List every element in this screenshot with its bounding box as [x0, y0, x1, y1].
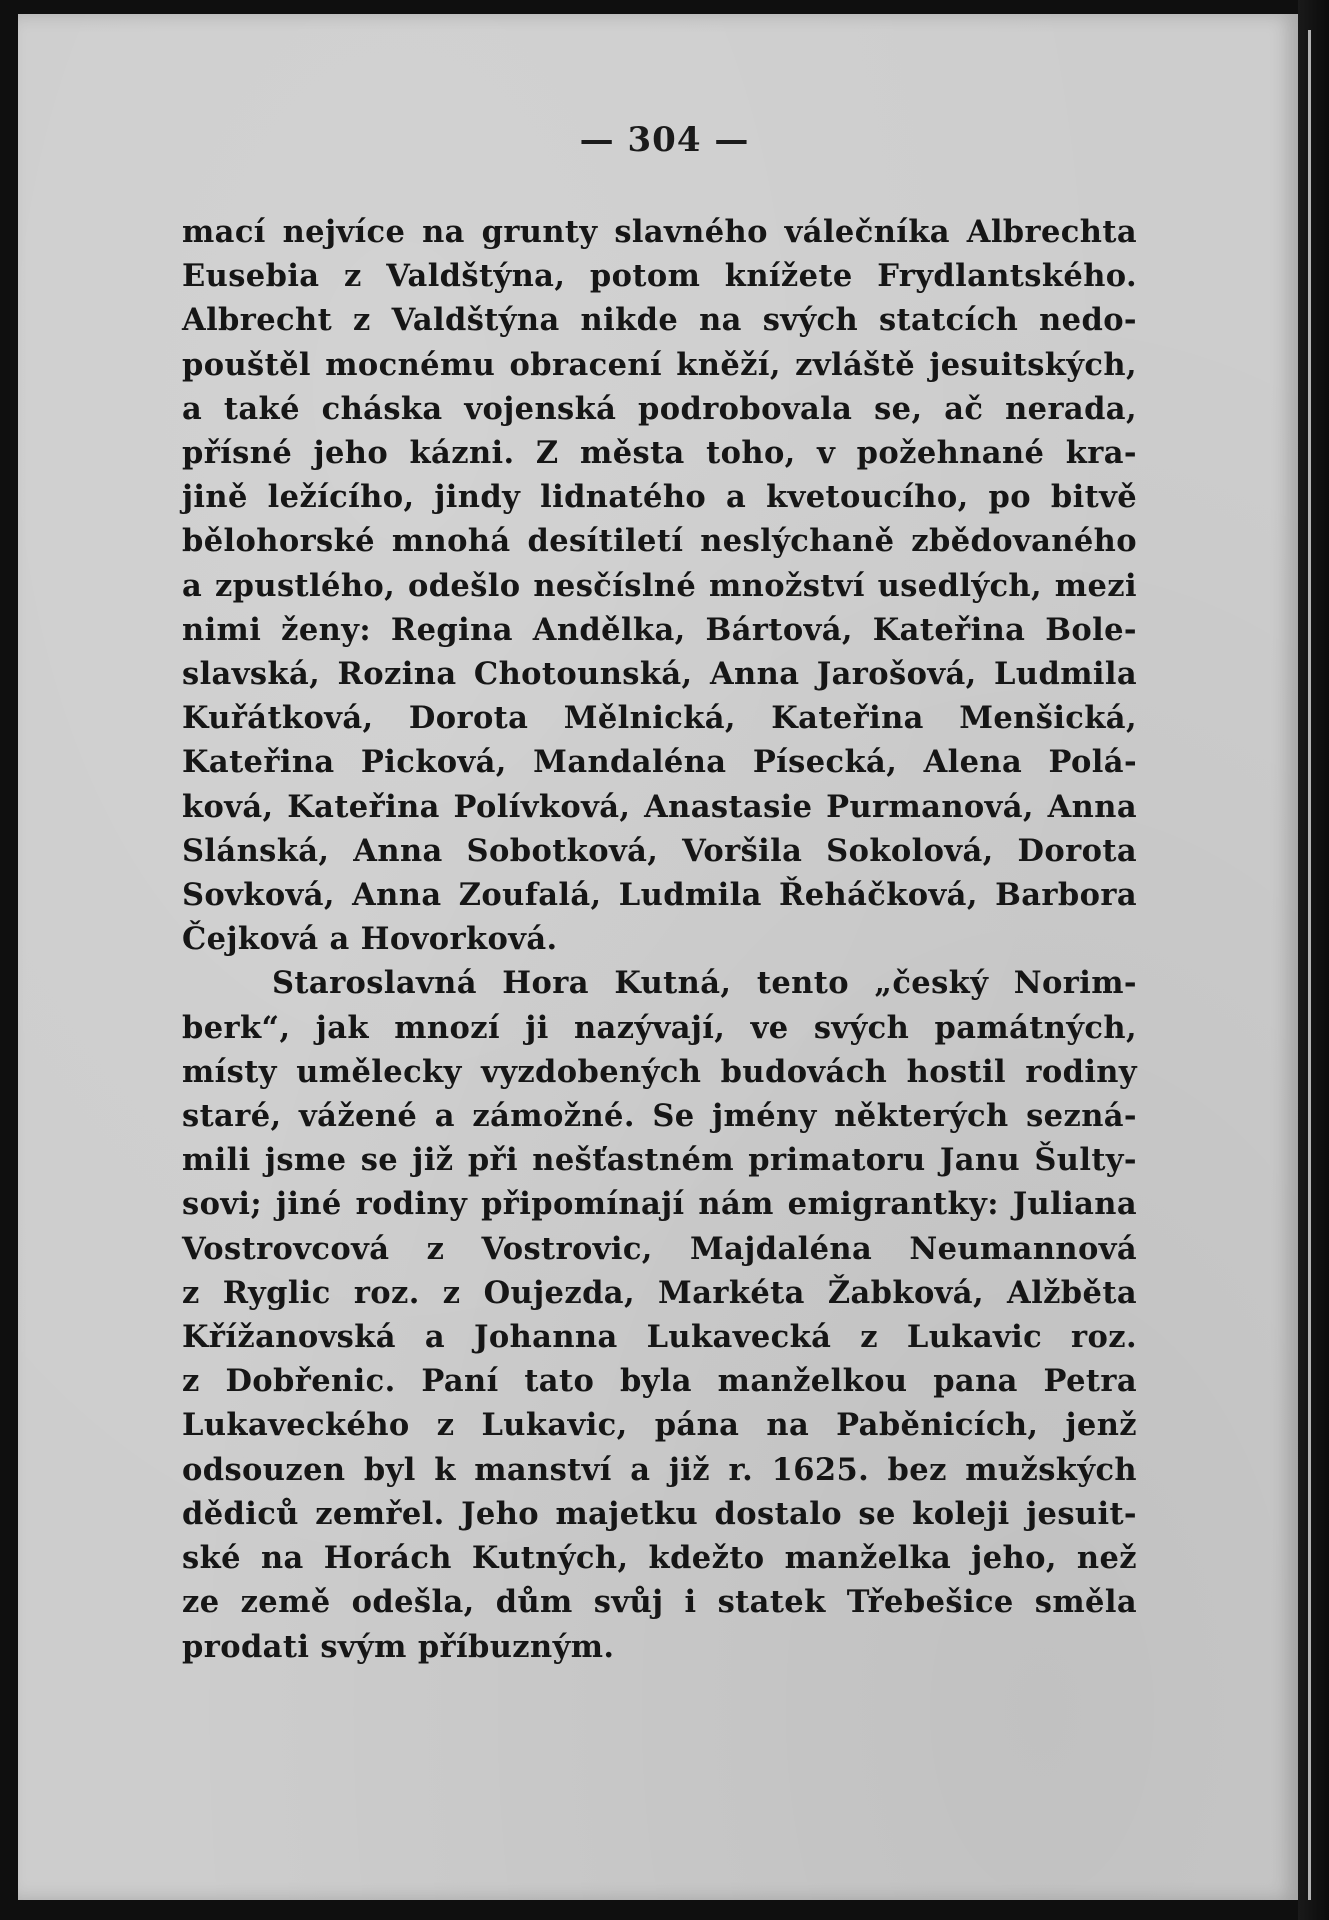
page-edge-line	[1308, 30, 1311, 1900]
body-text	[182, 210, 1137, 1669]
text-line: pouštěl mocnému obracení kněží, zvláště jesuitských,	[182, 346, 1137, 383]
text-line: Kuřátková, Dorota Mělnická, Kateřina Menšická,	[182, 700, 1137, 737]
text-line: Eusebia z Valdštýna, potom knížete Frydlantského.	[182, 258, 1137, 295]
text-line: mili jsme se již při nešťastném primatoru Janu Šulty-	[182, 1142, 1137, 1179]
text-line: slavská, Rozina Chotounská, Anna Jarošová, Ludmila	[182, 656, 1137, 693]
text-line: Vostrovcová z Vostrovic, Majdaléna Neumannová	[182, 1230, 1137, 1267]
text-line: dědiců zemřel. Jeho majetku dostalo se koleji jesuit-	[182, 1495, 1137, 1532]
text-line: ské na Horách Kutných, kdežto manželka jeho, než	[182, 1540, 1137, 1577]
text-line: a zpustlého, odešlo nesčíslné množství usedlých, mezi	[182, 567, 1137, 604]
text-line: Albrecht z Valdštýna nikde na svých statcích nedo-	[182, 302, 1137, 339]
text-line: Křížanovská a Johanna Lukavecká z Lukavic roz.	[182, 1319, 1137, 1356]
text-line: a také cháska vojenská podrobovala se, ač nerada,	[182, 390, 1137, 427]
text-line: Kateřina Picková, Mandaléna Písecká, Alena Polá-	[182, 744, 1137, 781]
text-line: prodati svým příbuzným.	[182, 1628, 615, 1665]
text-line: mací nejvíce na grunty slavného válečníka Albrechta	[182, 214, 1137, 250]
text-line: Staroslavná Hora Kutná, tento „český Norim-	[272, 965, 1137, 1002]
text-line: Lukaveckého z Lukavic, pána na Paběnicích, jenž	[182, 1407, 1137, 1444]
text-line: staré, vážené a zámožné. Se jmény některých sezná-	[182, 1098, 1137, 1135]
text-line: nimi ženy: Regina Andělka, Bártová, Kateřina Bole-	[182, 611, 1137, 648]
text-line: berk“, jak mnozí ji nazývají, ve svých památných,	[182, 1009, 1137, 1046]
paragraph-2	[182, 961, 1137, 1668]
text-line: z Dobřenic. Paní tato byla manželkou pana Petra	[182, 1363, 1137, 1400]
page-edge	[1298, 0, 1329, 1920]
text-line: ková, Kateřina Polívková, Anastasie Purmanová, Anna	[182, 788, 1137, 825]
text-line: Slánská, Anna Sobotková, Voršila Sokolová, Dorota	[182, 832, 1137, 869]
text-line: Čejková a Hovorková.	[182, 921, 558, 958]
text-line: jině ležícího, jindy lidnatého a kvetoucího, po bitvě	[182, 479, 1137, 516]
text-line: ze země odešla, dům svůj i statek Třebešice směla	[182, 1584, 1137, 1621]
text-line: přísné jeho kázni. Z města toho, v požehnané kra-	[182, 435, 1137, 472]
text-line: z Ryglic roz. z Oujezda, Markéta Žabková, Alžběta	[182, 1274, 1137, 1311]
text-line: odsouzen byl k manství a již r. 1625. bez mužských	[182, 1451, 1137, 1488]
text-line: Sovková, Anna Zoufalá, Ludmila Řeháčková, Barbora	[182, 877, 1137, 914]
text-line: bělohorské mnohá desítiletí neslýchaně zbědovaného	[182, 523, 1137, 560]
page-number: — 304 —	[579, 120, 750, 160]
text-line: místy umělecky vyzdobených budovách hostil rodiny	[182, 1053, 1137, 1090]
paragraph-1	[182, 210, 1137, 961]
text-line: sovi; jiné rodiny připomínají nám emigrantky: Juliana	[182, 1186, 1137, 1223]
